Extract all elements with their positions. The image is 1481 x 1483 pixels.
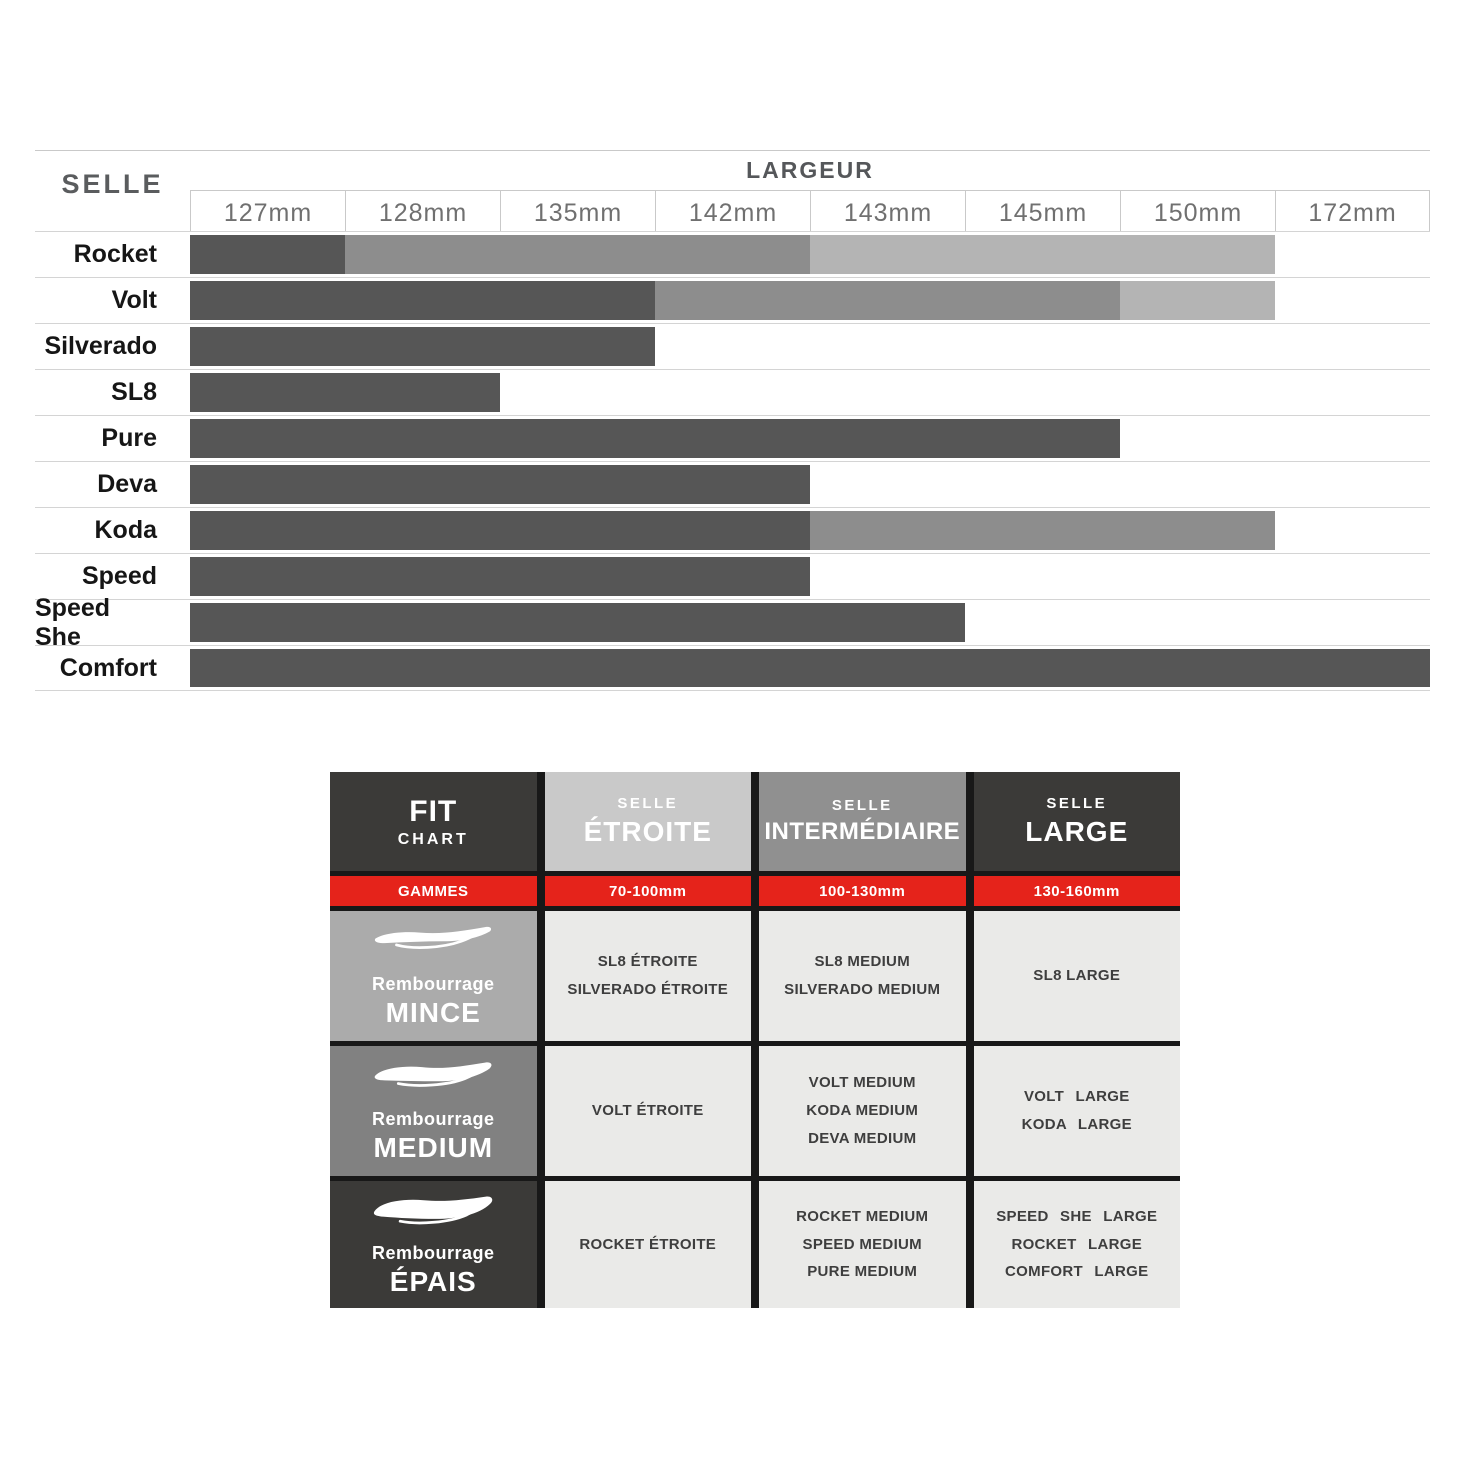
saddle-row bbox=[35, 507, 1430, 553]
fit-cell-epais-etroite bbox=[545, 1181, 752, 1308]
saddle-row bbox=[35, 277, 1430, 323]
saddle-width-track bbox=[190, 278, 1430, 323]
range-band-gammes: GAMMES bbox=[330, 876, 537, 906]
header-title: ÉTROITE bbox=[583, 816, 712, 847]
saddle-name-label: Silverado bbox=[44, 332, 157, 360]
fit-cell-mince-intermediaire bbox=[759, 911, 966, 1041]
width-bar-segment-dark bbox=[190, 235, 345, 274]
row-label-title: MEDIUM bbox=[373, 1132, 494, 1163]
saddle-name-label: Deva bbox=[97, 470, 157, 498]
row-header-rembourrage-mince bbox=[330, 911, 537, 1041]
width-bar-segment-dark bbox=[190, 373, 500, 412]
saddle-name-label: Speed She bbox=[35, 593, 111, 651]
saddle-row bbox=[35, 231, 1430, 277]
saddle-width-track bbox=[190, 646, 1430, 690]
saddle-row bbox=[35, 323, 1430, 369]
fit-cell-line: VOLT ÉTROITE bbox=[591, 1102, 704, 1120]
fit-cell-epais-large bbox=[974, 1181, 1181, 1308]
row-label-title: MINCE bbox=[385, 997, 481, 1028]
width-bar-segment-light bbox=[810, 235, 1275, 274]
fit-cell-medium-intermediaire bbox=[759, 1046, 966, 1176]
fit-cell-mince-large bbox=[974, 911, 1181, 1041]
width-bar-segment-dark bbox=[190, 557, 810, 596]
header-title: LARGE bbox=[1025, 816, 1129, 847]
saddle-width-track bbox=[190, 508, 1430, 553]
size-chart-body bbox=[35, 231, 1430, 691]
saddle-column-title: SELLE bbox=[61, 169, 164, 199]
saddle-row bbox=[35, 369, 1430, 415]
fit-cell-line: COMFORT LARGE bbox=[1005, 1263, 1149, 1281]
width-bar-segment-dark bbox=[190, 649, 1430, 687]
saddle-width-track bbox=[190, 600, 1430, 645]
saddle-row bbox=[35, 415, 1430, 461]
width-bar-segment-light bbox=[1120, 281, 1275, 320]
fit-cell-line: SILVERADO ÉTROITE bbox=[567, 981, 729, 998]
fit-cell-line: SL8 LARGE bbox=[1033, 967, 1121, 985]
fit-cell-line: SPEED SHE LARGE bbox=[996, 1207, 1158, 1225]
saddle-name-label: Pure bbox=[101, 424, 157, 452]
row-header-rembourrage-medium bbox=[330, 1046, 537, 1176]
size-chart-header bbox=[35, 151, 1430, 231]
width-column-header: 150mm bbox=[1120, 190, 1275, 231]
header-kicker: SELLE bbox=[1046, 795, 1108, 812]
saddle-thick-icon bbox=[369, 1192, 497, 1234]
saddle-width-track bbox=[190, 324, 1430, 369]
width-column-header: 128mm bbox=[345, 190, 500, 231]
fit-cell-line: SILVERADO MEDIUM bbox=[784, 981, 941, 998]
saddle-width-track bbox=[190, 370, 1430, 415]
saddle-name-label: SL8 bbox=[111, 378, 157, 406]
width-axis-title: LARGEUR bbox=[746, 157, 874, 183]
saddle-row bbox=[35, 593, 1430, 651]
column-header-selle-intermediaire bbox=[759, 772, 966, 871]
width-bar-segment-medium bbox=[810, 511, 1275, 550]
fit-title-line2: CHART bbox=[397, 830, 469, 848]
column-header-selle-large bbox=[974, 772, 1181, 871]
width-bar-segment-dark bbox=[190, 465, 810, 504]
row-label-kicker: Rembourrage bbox=[371, 1242, 495, 1263]
fit-cell-epais-intermediaire bbox=[759, 1181, 966, 1308]
saddle-name-label: Volt bbox=[111, 286, 157, 314]
row-label-kicker: Rembourrage bbox=[371, 1109, 495, 1129]
saddle-medium-icon bbox=[369, 1058, 497, 1100]
saddle-name-label: Comfort bbox=[59, 653, 157, 682]
width-bar-segment-dark bbox=[190, 419, 1120, 458]
width-bar-segment-medium bbox=[345, 235, 810, 274]
fit-chart-table bbox=[330, 772, 1180, 1308]
width-bar-segment-dark bbox=[190, 327, 655, 366]
fit-cell-mince-etroite bbox=[545, 911, 752, 1041]
fit-cell-line: ROCKET LARGE bbox=[1011, 1235, 1143, 1253]
header-kicker: SELLE bbox=[617, 795, 679, 812]
header-title: INTERMÉDIAIRE bbox=[764, 818, 961, 845]
width-bar-segment-dark bbox=[190, 511, 810, 550]
range-band-intermediaire: 100-130mm bbox=[759, 876, 966, 906]
saddle-row bbox=[35, 553, 1430, 599]
range-band-large: 130-160mm bbox=[974, 876, 1181, 906]
fit-cell-medium-etroite bbox=[545, 1046, 752, 1176]
fit-cell-line: KODA MEDIUM bbox=[806, 1102, 919, 1120]
saddle-row bbox=[35, 645, 1430, 691]
width-bar-segment-medium bbox=[655, 281, 1120, 320]
fit-cell-line: VOLT MEDIUM bbox=[808, 1074, 916, 1092]
fit-cell-line: SPEED MEDIUM bbox=[802, 1235, 922, 1253]
fit-cell-line: VOLT LARGE bbox=[1023, 1088, 1130, 1106]
range-band-etroite: 70-100mm bbox=[545, 876, 752, 906]
saddle-width-track bbox=[190, 232, 1430, 277]
width-column-header: 135mm bbox=[500, 190, 655, 231]
fit-cell-line: ROCKET MEDIUM bbox=[796, 1207, 929, 1225]
saddle-width-track bbox=[190, 462, 1430, 507]
fit-title-line1: FIT bbox=[409, 794, 458, 828]
width-column-header: 142mm bbox=[655, 190, 810, 231]
saddle-width-track bbox=[190, 416, 1430, 461]
header-kicker: SELLE bbox=[831, 797, 893, 814]
saddle-thin-icon bbox=[369, 923, 497, 965]
fit-cell-line: ROCKET ÉTROITE bbox=[579, 1235, 717, 1253]
fit-cell-line: KODA LARGE bbox=[1021, 1116, 1132, 1133]
saddle-name-label: Speed bbox=[81, 562, 157, 590]
width-column-header: 143mm bbox=[810, 190, 965, 231]
row-label-kicker: Rembourrage bbox=[371, 974, 495, 994]
fit-cell-line: SL8 MEDIUM bbox=[814, 953, 910, 971]
fit-cell-line: DEVA MEDIUM bbox=[808, 1129, 917, 1147]
width-column-header: 127mm bbox=[190, 190, 345, 231]
fit-cell-medium-large bbox=[974, 1046, 1181, 1176]
fit-cell-line: SL8 ÉTROITE bbox=[597, 953, 698, 971]
width-column-header: 172mm bbox=[1275, 190, 1430, 231]
saddle-row bbox=[35, 461, 1430, 507]
column-header-selle-etroite bbox=[545, 772, 752, 871]
width-bar-segment-dark bbox=[190, 603, 965, 642]
saddle-name-label: Koda bbox=[94, 516, 157, 544]
fit-chart-title-cell bbox=[330, 772, 537, 871]
row-header-rembourrage-epais bbox=[330, 1181, 537, 1308]
width-ticks-row bbox=[190, 190, 1431, 231]
saddle-width-chart bbox=[35, 150, 1430, 691]
saddle-name-label: Rocket bbox=[73, 240, 157, 268]
width-bar-segment-dark bbox=[190, 281, 655, 320]
width-column-header: 145mm bbox=[965, 190, 1120, 231]
row-label-title: ÉPAIS bbox=[389, 1265, 477, 1297]
saddle-width-track bbox=[190, 554, 1430, 599]
fit-cell-line: PURE MEDIUM bbox=[807, 1263, 918, 1281]
